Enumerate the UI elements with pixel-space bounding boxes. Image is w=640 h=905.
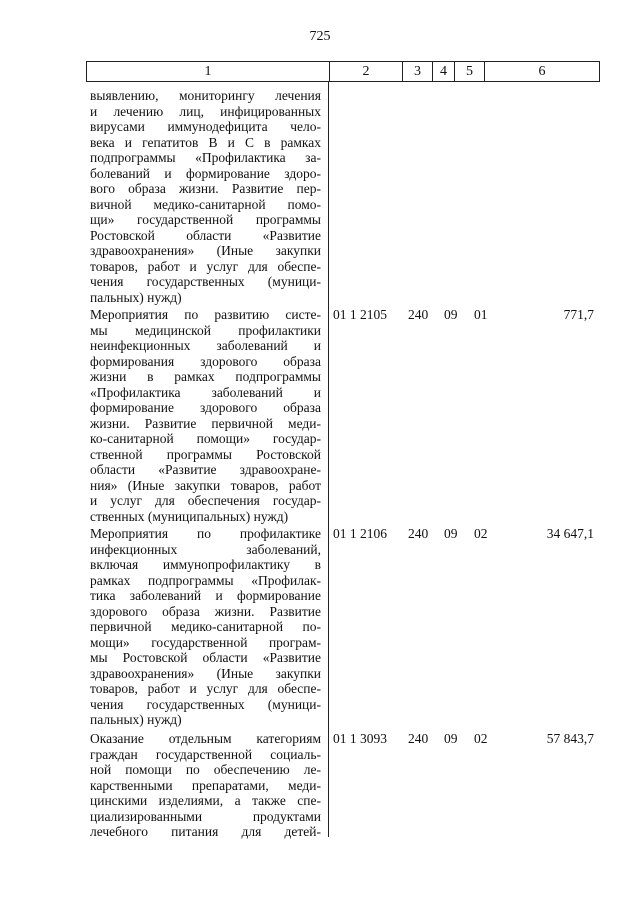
column-header-2: 2: [330, 62, 403, 81]
row-description: [90, 526, 321, 728]
desc-line: мы Ростовской области «Развитие: [90, 650, 321, 665]
desc-line: области «Развитие здравоохране-: [90, 462, 321, 477]
desc-line: здравоохранения» (Иные закупки: [90, 665, 321, 681]
column-header-1: 1: [87, 62, 330, 81]
cell-code: 01 1 2105: [333, 307, 387, 322]
desc-line: и услуг для обеспечения государ-: [90, 493, 321, 508]
desc-line: Мероприятия по профилактике: [90, 526, 321, 541]
desc-line: мощи» государственной програм-: [90, 634, 321, 650]
cell-vr: 240: [408, 307, 429, 322]
desc-line: ко-санитарной помощи» государ-: [90, 431, 321, 446]
desc-line: ственной программы Ростовской: [90, 446, 321, 462]
desc-line: чения государственных (муници-: [90, 274, 321, 289]
cell-code: 01 1 3093: [333, 731, 387, 746]
cell-pr: 01: [474, 307, 488, 322]
desc-line: вирусами иммунодефицита чело-: [90, 119, 321, 134]
desc-line: ной помощи по обеспечению ле-: [90, 762, 321, 777]
desc-line: карственными препаратами, меди-: [90, 777, 321, 793]
desc-line: чения государственных (муници-: [90, 696, 321, 712]
desc-line: Оказание отдельным категориям: [90, 731, 321, 746]
desc-line: инфекционных заболеваний,: [90, 541, 321, 557]
table-header: [86, 61, 600, 82]
cell-pr: 02: [474, 526, 488, 541]
cell-code: 01 1 2106: [333, 526, 387, 541]
desc-line: ственных (муниципальных) нужд): [90, 508, 289, 524]
desc-line: вичной медико-санитарной помо-: [90, 196, 321, 212]
cell-rz: 09: [444, 307, 458, 322]
cell-pr: 02: [474, 731, 488, 746]
cell-rz: 09: [444, 526, 458, 541]
desc-line: включая иммунопрофилактику в: [90, 557, 321, 572]
desc-line: первичной медико-санитарной по-: [90, 619, 321, 634]
cell-sum: 34 647,1: [546, 526, 594, 541]
desc-line: ния» (Иные закупки товаров, работ: [90, 477, 321, 493]
cell-vr: 240: [408, 526, 429, 541]
desc-line: формирования здорового образа: [90, 353, 321, 369]
cell-rz: 09: [444, 731, 458, 746]
desc-line: неинфекционных заболеваний и: [90, 338, 321, 353]
column-header-5: 5: [455, 62, 485, 81]
cell-sum: 771,7: [563, 307, 594, 322]
page-number: 725: [309, 29, 331, 44]
desc-line: цинскими изделиями, а также спе-: [90, 793, 321, 808]
desc-line: пальных) нужд): [90, 289, 182, 305]
desc-line: щи» государственной программы: [90, 212, 321, 227]
desc-line: рамках подпрограммы «Профилак-: [90, 572, 321, 588]
desc-line: товаров, работ и услуг для обеспе-: [90, 681, 321, 696]
column-header-3: 3: [403, 62, 433, 81]
desc-line: тика заболеваний и формирование: [90, 588, 321, 603]
desc-line: подпрограммы «Профилактика за-: [90, 150, 321, 165]
desc-line: циализированными продуктами: [90, 808, 321, 824]
desc-line: пальных) нужд): [90, 712, 182, 727]
desc-line: формирование здорового образа: [90, 400, 321, 415]
desc-line: здравоохранения» (Иные закупки: [90, 243, 321, 258]
desc-line: мы медицинской профилактики: [90, 322, 321, 338]
desc-line: века и гепатитов В и С в рамках: [90, 134, 321, 150]
row-description: [90, 731, 321, 840]
column-header-6: 6: [538, 64, 546, 79]
desc-line: и лечению лиц, инфицированных: [90, 103, 321, 119]
desc-line: граждан государственной социаль-: [90, 746, 321, 762]
desc-line: выявлению, мониторингу лечения: [90, 88, 321, 103]
column-divider: [328, 82, 329, 837]
desc-line: Мероприятия по развитию систе-: [90, 307, 321, 322]
desc-line: жизни в рамках подпрограммы: [90, 369, 321, 384]
desc-line: болеваний и формирование здоро-: [90, 165, 321, 181]
row-description: [90, 88, 321, 305]
column-header-4: 4: [433, 62, 455, 81]
desc-line: товаров, работ и услуг для обеспе-: [90, 258, 321, 274]
desc-line: Ростовской области «Развитие: [90, 227, 321, 243]
desc-line: жизни. Развитие первичной меди-: [90, 415, 321, 431]
row-description: [90, 307, 321, 524]
cell-vr: 240: [408, 731, 429, 746]
desc-line: лечебного питания для детей-: [90, 824, 321, 839]
desc-line: здорового образа жизни. Развитие: [90, 603, 321, 619]
cell-sum: 57 843,7: [546, 731, 594, 746]
desc-line: вого образа жизни. Развитие пер-: [90, 181, 321, 196]
desc-line: «Профилактика заболеваний и: [90, 384, 321, 400]
